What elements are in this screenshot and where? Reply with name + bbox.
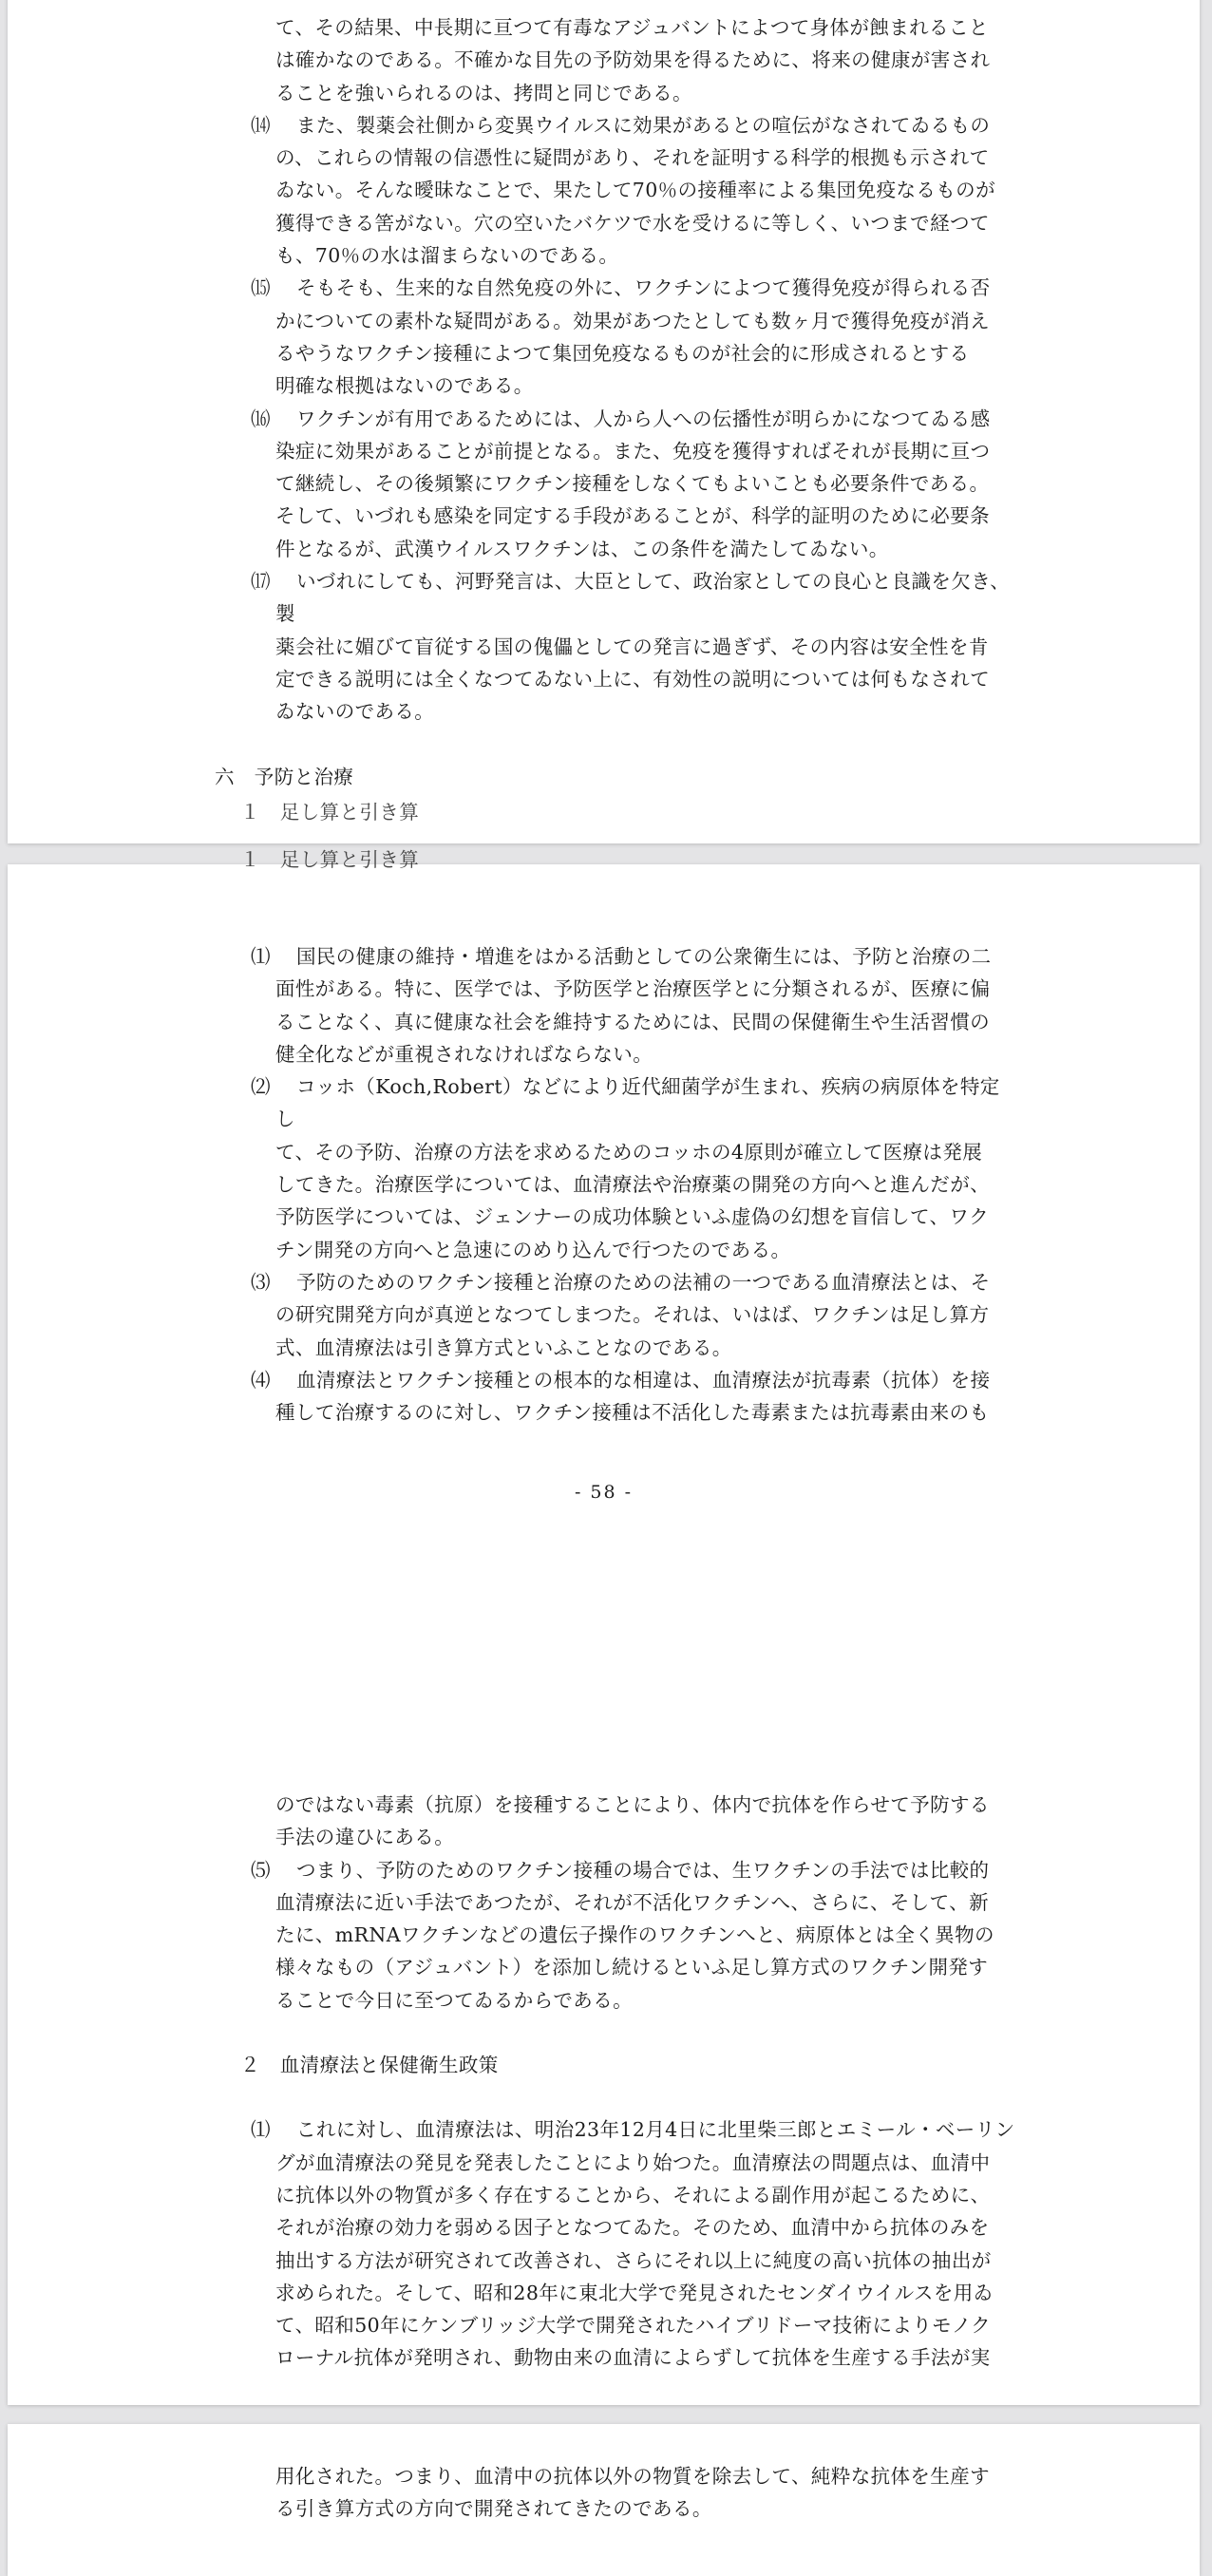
item-line: コッホ（Koch,Robert）などにより近代細菌学が生まれ、疾病の病原体を特定し	[275, 1075, 1000, 1131]
list-item-4	[8, 1364, 1016, 1430]
item-number: ⑴	[251, 945, 271, 968]
item-line: 血清療法に近い手法であつたが、それが不活化ワクチンへ、さらに、そして、新	[275, 1890, 989, 1914]
item-line: そして、いづれも感染を同定する手段があることが、科学的証明のために必要条	[275, 504, 990, 528]
item-line: そもそも、生来的な自然免疫の外に、ワクチンによつて獲得免疫が得られる否	[296, 276, 991, 300]
item-line: また、製薬会社側から変異ウイルスに効果があるとの喧伝がなされてゐるもの	[296, 113, 991, 137]
clipped-subheading: １ 足し算と引き算	[240, 848, 420, 871]
item-line: つまり、予防のためのワクチン接種の場合では、生ワクチンの手法では比較的	[296, 1858, 990, 1882]
document-page-2	[8, 848, 1200, 2405]
document-page-1	[8, 0, 1200, 843]
item-line: ることなく、真に健康な社会を維持するためには、民間の保健衛生や生活習慣の	[275, 1010, 990, 1033]
item-line: それが治療の効力を弱める因子となつてゐた。そのため、血清中から抗体のみを	[275, 2216, 990, 2240]
item-line: チン開発の方向へと急速にのめり込んで行つたのである。	[275, 1238, 791, 1261]
item-line: 様々なもの（アジュバント）を添加し続けるといふ足し算方式のワクチン開発す	[275, 1956, 989, 1979]
item-line: これに対し、血清療法は、明治23年12月4日に北里柴三郎とエミール・ベーリン	[296, 2118, 1015, 2142]
sub-heading: ２ 血清療法と保健衛生政策	[240, 2054, 499, 2077]
page-number: - 58 -	[574, 1482, 634, 1503]
document-page-3	[8, 2424, 1200, 2576]
page-3-body	[8, 2460, 1200, 2526]
item-line: て継続し、その後頻繁にワクチン接種をしなくてもよいことも必要条件である。	[275, 472, 990, 496]
list-item-1	[8, 940, 1016, 1070]
item-number: ⒂	[251, 276, 271, 300]
item-line: ゐない。そんな曖昧なことで、果たして70％の接種率による集団免疫なるものが	[275, 179, 995, 202]
item-line: 染症に効果があることが前提となる。また、免疫を獲得すればそれが長期に亘つ	[275, 439, 991, 463]
item-line: 予防医学については、ジェンナーの成功体験といふ虚偽の幻想を盲信して、ワク	[275, 1205, 990, 1229]
item-line: 件となるが、武漢ウイルスワクチンは、この条件を満たしてゐない。	[275, 537, 889, 560]
item-line: グが血清療法の発見を発表したことにより始つた。血清療法の問題点は、血清中	[275, 2150, 991, 2174]
continuation-line: て、その結果、中長期に亘つて有毒なアジュバントによつて身体が蝕まれること	[275, 16, 989, 39]
item-line: に抗体以外の物質が多く存在することから、それによる副作用が起こるために、	[275, 2183, 991, 2207]
item-number: ⑶	[251, 1270, 271, 1294]
page-2-body-bottom	[8, 1789, 1200, 2375]
item-line: 獲得できる筈がない。穴の空いたバケツで水を受けるに等しく、いつまで経つて	[275, 211, 990, 235]
continuation-line: る引き算方式の方向で開発されてきたのである。	[275, 2497, 712, 2521]
clipped-subheading: １ 足し算と引き算	[240, 801, 420, 824]
item-line: 国民の健康の維持・増進をはかる活動としての公衆衛生には、予防と治療の二	[296, 945, 992, 968]
list-item-2	[8, 1070, 1016, 1266]
continuation-line: のではない毒素（抗原）を接種することにより、体内で抗体を作らせて予防する	[275, 1793, 990, 1816]
item-number: ⑵	[251, 1075, 271, 1099]
continuation-line: 手法の違ひにある。	[275, 1826, 455, 1849]
list-item-17	[8, 565, 1016, 728]
item-line: 明確な根拠はないのである。	[275, 374, 534, 398]
item-number: ⑷	[251, 1368, 271, 1392]
item-line: ローナル抗体が発明され、動物由来の血清によらずして抗体を生産する手法が実	[275, 2346, 991, 2370]
item-line: の、これらの情報の信憑性に疑問があり、それを証明する科学的根拠も示されて	[275, 146, 990, 170]
item-number: ⑸	[251, 1858, 271, 1882]
continuation-line: は確かなのである。不確かな目先の予防効果を得るために、将来の健康が害され	[275, 48, 991, 72]
list-item-5	[8, 1854, 1016, 2017]
page-1-body	[8, 11, 1200, 793]
item-line: 求められた。そして、昭和28年に東北大学で発見されたセンダイウイルスを用ゐ	[275, 2281, 994, 2304]
item-line: の研究開発方向が真逆となつてしまつた。それは、いはば、ワクチンは足し算方	[275, 1303, 990, 1327]
list-item-15	[8, 272, 1016, 402]
item-line: ワクチンが有用であるためには、人から人への伝播性が明らかになつてゐる感	[296, 407, 991, 430]
item-line: 種して治療するのに対し、ワクチン接種は不活化した毒素または抗毒素由来のも	[275, 1401, 990, 1425]
page-2-body-top	[8, 940, 1200, 1429]
item-line: て、昭和50年にケンブリッジ大学で開発されたハイブリドーマ技術によりモノク	[275, 2314, 992, 2338]
item-line: 健全化などが重視されなければならない。	[275, 1042, 653, 1066]
item-number: ⒁	[251, 113, 271, 137]
item-number: ⒄	[251, 570, 271, 594]
list-item-14	[8, 109, 1016, 272]
item-line: いづれにしても、河野発言は、大臣として、政治家としての良心と良識を欠き、製	[275, 570, 1011, 626]
continuation-line: ることを強いられるのは、拷問と同じである。	[275, 81, 692, 104]
section-heading: 六 予防と治療	[215, 765, 354, 788]
item-line: 薬会社に媚びて盲従する国の傀儡としての発言に過ぎず、その内容は安全性を肯	[275, 635, 989, 658]
item-line: 式、血清療法は引き算方式といふことなのである。	[275, 1335, 732, 1359]
item-line: るやうなワクチン接種によつて集団免疫なるものが社会的に形成されるとする	[275, 341, 970, 365]
item-number: ⑴	[251, 2118, 271, 2142]
list-item-1	[8, 2113, 1016, 2374]
list-item-16	[8, 403, 1016, 565]
item-line: 予防のためのワクチン接種と治療のための法補の一つである血清療法とは、そ	[296, 1270, 991, 1294]
item-line: たに、mRNAワクチンなどの遺伝子操作のワクチンへと、病原体とは全く異物の	[275, 1923, 994, 1947]
continuation-line: 用化された。つまり、血清中の抗体以外の物質を除去して、純粋な抗体を生産す	[275, 2465, 990, 2488]
item-line: て、その予防、治療の方法を求めるためのコッホの4原則が確立して医療は発展	[275, 1140, 983, 1164]
item-line: も、70％の水は溜まらないのである。	[275, 244, 619, 268]
item-line: 抽出する方法が研究されて改善され、さらにそれ以上に純度の高い抗体の抽出が	[275, 2248, 992, 2272]
list-item-3	[8, 1266, 1016, 1364]
item-line: してきた。治療医学については、血清療法や治療薬の開発の方向へと進んだが、	[275, 1173, 990, 1197]
item-line: 血清療法とワクチン接種との根本的な相違は、血清療法が抗毒素（抗体）を接	[296, 1368, 991, 1392]
item-line: ゐないのである。	[275, 700, 435, 724]
item-line: かについての素朴な疑問がある。効果があつたとしても数ヶ月で獲得免疫が消え	[275, 309, 990, 332]
item-line: ることで今日に至つてゐるからである。	[275, 1988, 633, 2012]
item-number: ⒃	[251, 407, 271, 430]
item-line: 定できる説明には全くなつてゐない上に、有効性の説明については何もなされて	[275, 667, 990, 691]
item-line: 面性がある。特に、医学では、予防医学と治療医学とに分類されるが、医療に偏	[275, 977, 991, 1001]
